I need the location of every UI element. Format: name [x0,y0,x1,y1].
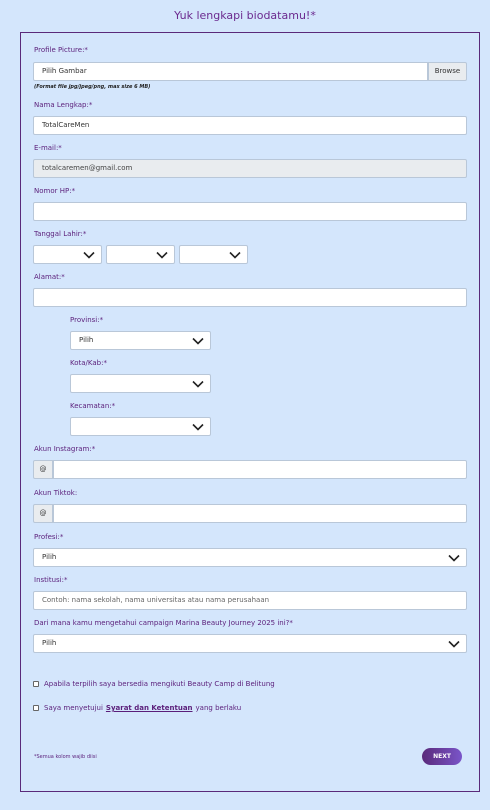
instagram-label: Akun Instagram:* [34,445,96,453]
city-select[interactable] [70,374,211,393]
full-name-input[interactable]: TotalCareMen [33,116,467,135]
terms-suffix-text: yang berlaku [195,704,242,712]
beauty-camp-checkbox[interactable] [33,681,39,687]
tiktok-input[interactable] [53,504,467,523]
district-label: Kecamatan:* [70,402,116,410]
instagram-at-prefix: @ [33,460,53,479]
profession-label: Profesi:* [34,533,64,541]
phone-label: Nomor HP:* [34,187,76,195]
phone-input[interactable] [33,202,467,221]
terms-link[interactable]: Syarat dan Ketentuan [105,704,193,712]
biodata-form [20,32,480,792]
province-label: Provinsi:* [70,316,104,324]
birth-month-select[interactable] [106,245,175,264]
address-input[interactable] [33,288,467,307]
province-select[interactable] [70,331,211,350]
tiktok-at-prefix: @ [33,504,53,523]
full-name-label: Nama Lengkap:* [34,101,93,109]
terms-checkbox[interactable] [33,705,39,711]
address-label: Alamat:* [34,273,65,281]
beauty-camp-check-row [33,680,275,688]
profession-select[interactable] [33,548,467,567]
chevron-down-icon [156,251,168,259]
page-title: Yuk lengkapi biodatamu!* [174,9,316,22]
tiktok-label: Akun Tiktok: [34,489,78,497]
terms-prefix-text: Saya menyetujui [44,704,103,712]
email-label: E-mail:* [34,144,62,152]
campaign-source-label: Dari mana kamu mengetahui campaign Marina Beauty Journey 2025 ini?* [34,619,293,627]
birth-day-select[interactable] [33,245,102,264]
chevron-down-icon [192,337,204,345]
chevron-down-icon [229,251,241,259]
chevron-down-icon [448,554,460,562]
chevron-down-icon [192,380,204,388]
campaign-source-select[interactable] [33,634,467,653]
birth-year-select[interactable] [179,245,248,264]
next-button[interactable]: NEXT [422,748,462,765]
province-select-value: Pilih [79,336,94,344]
profile-picture-label: Profile Picture:* [34,46,88,54]
chevron-down-icon [83,251,95,259]
email-input[interactable]: totalcaremen@gmail.com [33,159,467,178]
chevron-down-icon [192,423,204,431]
birthdate-label: Tanggal Lahir:* [34,230,87,238]
profession-select-value: Pilih [42,553,57,561]
institution-input[interactable]: Contoh: nama sekolah, nama universitas atau nama perusahaan [33,591,467,610]
profile-picture-input[interactable]: Pilih Gambar [33,62,428,81]
campaign-source-select-value: Pilih [42,639,57,647]
beauty-camp-text: Apabila terpilih saya bersedia mengikuti Beauty Camp di Belitung [44,680,275,688]
required-footnote: *Semua kolom wajib diisi [34,754,97,760]
city-label: Kota/Kab:* [70,359,107,367]
browse-button[interactable]: Browse [428,62,467,81]
district-select[interactable] [70,417,211,436]
instagram-input[interactable] [53,460,467,479]
institution-label: Institusi:* [34,576,68,584]
chevron-down-icon [448,640,460,648]
terms-check-row [33,704,241,712]
file-format-hint: (Format file jpg/jpeg/png, max size 6 MB) [34,84,151,90]
